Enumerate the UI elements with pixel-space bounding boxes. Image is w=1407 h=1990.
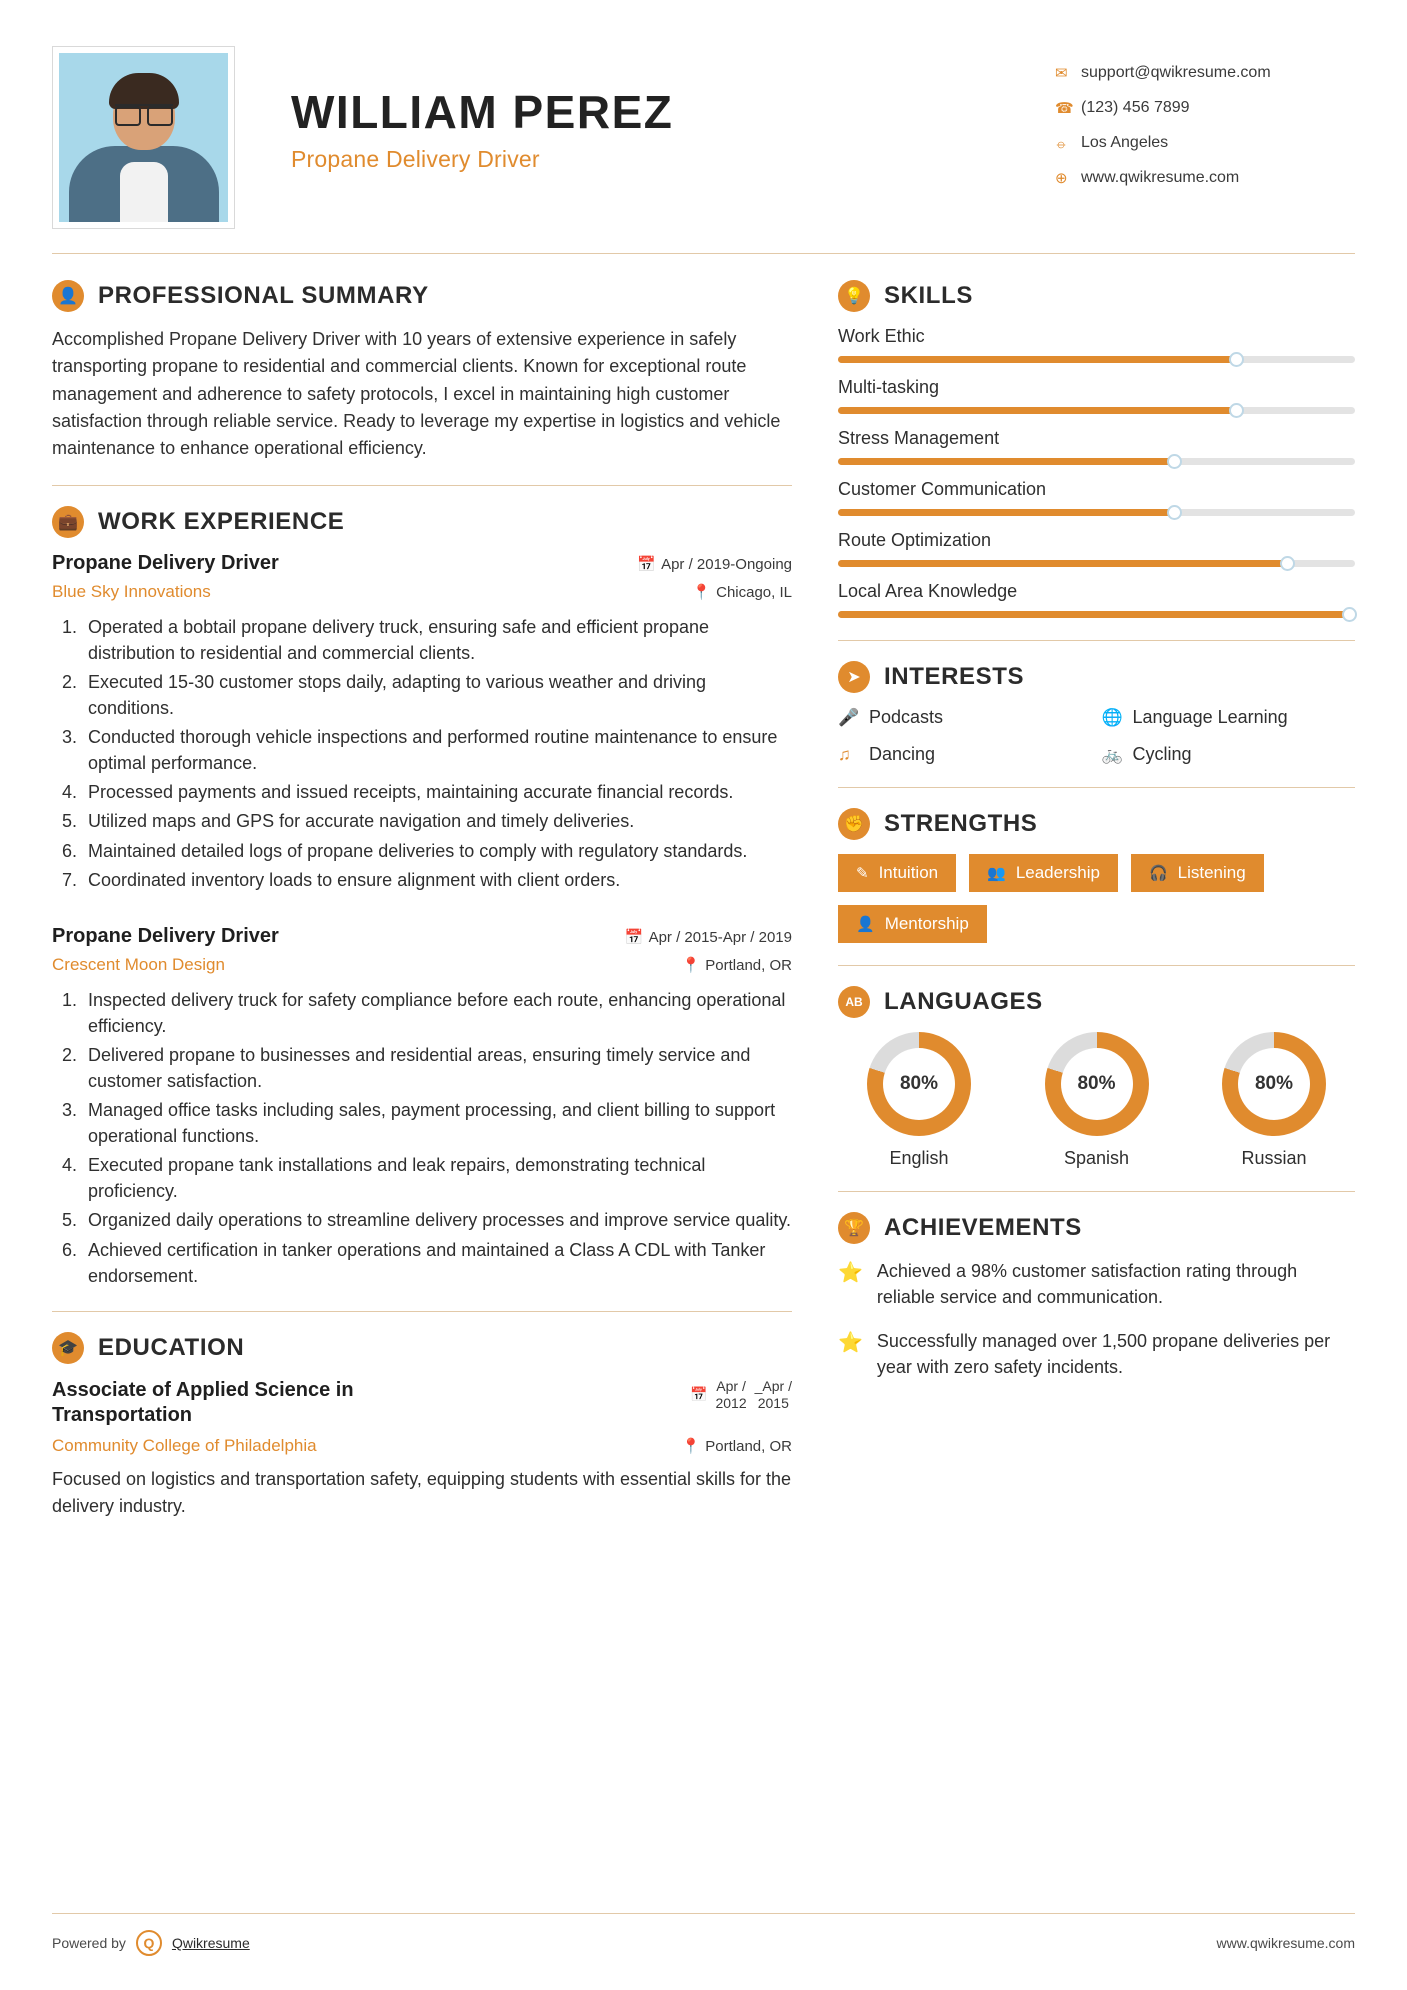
skill-item — [838, 428, 1355, 465]
language-donut — [1222, 1032, 1326, 1136]
achievements-title: ACHIEVEMENTS — [884, 1214, 1082, 1241]
section-divider — [838, 787, 1355, 788]
interest-item — [838, 744, 1092, 765]
skill-bar-fill — [838, 407, 1236, 414]
interest-label: Podcasts — [869, 707, 944, 727]
section-achievements — [838, 1212, 1355, 1380]
language-item — [844, 1032, 994, 1169]
contact-location — [1055, 134, 1355, 152]
language-item — [1022, 1032, 1172, 1169]
contact-website-text: www.qwikresume.com — [1081, 169, 1240, 186]
experience-heading — [52, 506, 792, 538]
fist-icon: ✊ — [838, 808, 870, 840]
summary-heading — [52, 280, 792, 312]
list-item: 3. Conducted thorough vehicle inspections and performed routine maintenance to ensure optimal performance. — [82, 724, 792, 776]
section-work-experience — [52, 506, 792, 1289]
interest-label: Cycling — [1132, 744, 1192, 764]
qwikresume-link[interactable]: Qwikresume — [171, 1935, 250, 1951]
skill-bar — [838, 611, 1355, 618]
skill-label: Work Ethic — [838, 326, 925, 346]
skill-item — [838, 581, 1355, 618]
language-name: Russian — [1241, 1148, 1307, 1168]
interests-heading — [838, 661, 1355, 693]
list-item: 3. Managed office tasks including sales, payment processing, and client billing to support operational functions. — [82, 1097, 792, 1149]
skill-bar — [838, 407, 1355, 414]
contact-phone[interactable] — [1055, 99, 1355, 117]
job-dates: 📅 Apr / 2015-Apr / 2019 — [624, 928, 792, 946]
education-start: Apr / 2012 — [715, 1377, 747, 1411]
strength-chip-mentorship — [838, 905, 987, 943]
job-location: 📍 Portland, OR — [681, 956, 792, 974]
contact-email[interactable] — [1055, 64, 1355, 82]
job-dates: 📅 Apr / 2019-Ongoing — [637, 555, 792, 573]
skill-bar-knob[interactable] — [1167, 505, 1182, 520]
contact-email-text: support@qwikresume.com — [1081, 64, 1271, 81]
avatar-photo — [59, 53, 228, 222]
briefcase-icon: 💼 — [52, 506, 84, 538]
skills-heading — [838, 280, 1355, 312]
skill-label: Customer Communication — [838, 479, 1047, 499]
skill-bar — [838, 560, 1355, 567]
education-title: EDUCATION — [98, 1333, 245, 1361]
name-block — [235, 46, 1055, 173]
experience-item — [52, 925, 792, 1289]
achievements-heading — [838, 1212, 1355, 1244]
skill-bar-knob[interactable] — [1229, 403, 1244, 418]
job-role: Propane Delivery Driver — [52, 551, 279, 574]
music-note-icon: ♫ — [838, 744, 851, 764]
star-badge-icon: ⭐ — [838, 1262, 863, 1284]
skill-item — [838, 326, 1355, 363]
avatar — [52, 46, 235, 229]
powered-by — [52, 1930, 250, 1956]
list-item: 4. Processed payments and issued receipts, maintaining accurate financial records. — [82, 779, 792, 805]
skill-bar-knob[interactable] — [1280, 556, 1295, 571]
achievement-text: Achieved a 98% customer satisfaction rating through reliable service and communication. — [876, 1261, 1298, 1308]
list-item: 5. Utilized maps and GPS for accurate navigation and timely deliveries. — [82, 808, 792, 834]
powered-by-label: Powered by — [52, 1935, 126, 1951]
job-duties — [82, 614, 792, 893]
star-badge-icon: ⭐ — [838, 1332, 863, 1355]
language-percent: 80% — [1238, 1048, 1310, 1120]
spacer — [52, 899, 792, 925]
skill-bar-fill — [838, 560, 1288, 567]
award-icon: 🏆 — [838, 1212, 870, 1244]
page-title: WILLIAM PEREZ — [291, 86, 674, 138]
skill-label: Route Optimization — [838, 530, 992, 550]
list-item: 2. Delivered propane to businesses and residential areas, ensuring timely service and customer satisfaction. — [82, 1042, 792, 1094]
location-pin-icon: 📍 — [681, 1437, 701, 1455]
strength-label: Listening — [1177, 863, 1246, 882]
calendar-icon: 📅 — [690, 1386, 708, 1403]
list-item: 4. Executed propane tank installations and leak repairs, demonstrating technical proficiency. — [82, 1152, 792, 1204]
list-item: 6. Achieved certification in tanker operations and maintained a Class A CDL with Tanker endorsement. — [82, 1237, 792, 1289]
skill-bar-fill — [838, 611, 1350, 618]
pen-icon: ✎ — [856, 865, 869, 882]
job-duties — [82, 987, 792, 1289]
education-end: _Apr / 2015 — [754, 1377, 792, 1411]
strength-chip-listening — [1131, 854, 1264, 892]
skill-bar-knob[interactable] — [1342, 607, 1357, 622]
skill-label: Local Area Knowledge — [838, 581, 1018, 601]
section-professional-summary — [52, 280, 792, 463]
interest-label: Dancing — [869, 744, 936, 764]
education-degree: Associate of Applied Science in Transportation — [52, 1378, 354, 1426]
skill-bar-fill — [838, 509, 1174, 516]
list-item: 5. Organized daily operations to streamline delivery processes and improve service quality. — [82, 1207, 792, 1233]
languages-title: LANGUAGES — [884, 988, 1043, 1015]
skill-bar — [838, 356, 1355, 363]
job-location: 📍 Chicago, IL — [692, 583, 792, 601]
resume-body — [52, 254, 1355, 1542]
location-pin-icon: ⦵ — [1055, 134, 1068, 152]
language-donut — [867, 1032, 971, 1136]
language-donut — [1045, 1032, 1149, 1136]
list-item: 6. Maintained detailed logs of propane deliveries to comply with regulatory standards. — [82, 838, 792, 864]
language-percent: 80% — [1061, 1048, 1133, 1120]
section-divider — [838, 1191, 1355, 1192]
section-divider — [52, 1311, 792, 1312]
section-education — [52, 1332, 792, 1520]
section-skills — [838, 280, 1355, 618]
microphone-icon: 🎤 — [838, 707, 860, 727]
list-item: 1. Inspected delivery truck for safety compliance before each route, enhancing operational efficiency. — [82, 987, 792, 1039]
section-languages — [838, 986, 1355, 1169]
education-heading — [52, 1332, 792, 1364]
bicycle-icon: 🚲 — [1101, 744, 1123, 764]
achievement-text: Successfully managed over 1,500 propane deliveries per year with zero safety incidents. — [876, 1331, 1331, 1378]
strength-chip-leadership — [969, 854, 1118, 892]
lightbulb-icon: 💡 — [838, 280, 870, 312]
strength-label: Intuition — [878, 863, 939, 882]
avatar-glasses-shape — [115, 104, 173, 120]
languages-heading — [838, 986, 1355, 1018]
ab-translate-icon: AB — [838, 986, 870, 1018]
language-item — [1199, 1032, 1349, 1169]
interest-item — [1102, 744, 1356, 765]
skill-label: Stress Management — [838, 428, 1000, 448]
skill-item — [838, 530, 1355, 567]
left-column — [52, 280, 792, 1542]
envelope-icon: ✉ — [1055, 65, 1068, 82]
section-strengths — [838, 808, 1355, 943]
skills-title: SKILLS — [884, 282, 973, 309]
skill-bar-knob[interactable] — [1167, 454, 1182, 469]
section-divider — [52, 485, 792, 486]
job-company: Blue Sky Innovations — [52, 581, 211, 601]
section-divider — [838, 640, 1355, 641]
right-column — [838, 280, 1355, 1542]
job-company: Crescent Moon Design — [52, 954, 225, 974]
language-name: English — [889, 1148, 949, 1168]
achievement-item — [838, 1328, 1355, 1380]
contact-location-text: Los Angeles — [1081, 134, 1169, 151]
skill-bar-fill — [838, 356, 1236, 363]
skill-label: Multi-tasking — [838, 377, 940, 397]
skill-bar-fill — [838, 458, 1174, 465]
skill-bar-knob[interactable] — [1229, 352, 1244, 367]
education-dates — [690, 1378, 792, 1412]
education-location: 📍 Portland, OR — [681, 1437, 792, 1455]
globe-icon: 🌐 — [1101, 707, 1123, 727]
interest-item — [1102, 707, 1356, 728]
resume-header — [52, 42, 1355, 251]
calendar-icon: 📅 — [624, 928, 644, 946]
strengths-title: STRENGTHS — [884, 810, 1038, 837]
avatar-shirt-shape — [120, 162, 168, 222]
contact-list — [1055, 46, 1355, 204]
job-role: Propane Delivery Driver — [52, 924, 279, 947]
experience-title: WORK EXPERIENCE — [98, 507, 345, 535]
strength-chip-intuition — [838, 854, 956, 892]
qwikresume-logo-icon: Q — [136, 1930, 162, 1956]
interests-title: INTERESTS — [884, 663, 1025, 690]
language-percent: 80% — [883, 1048, 955, 1120]
interest-label: Language Learning — [1132, 707, 1288, 727]
people-icon: 👥 — [987, 865, 1006, 882]
language-name: Spanish — [1063, 1148, 1130, 1168]
list-item: 2. Executed 15-30 customer stops daily, adapting to various weather and driving conditions. — [82, 669, 792, 721]
location-pin-icon: 📍 — [692, 583, 712, 601]
strength-label: Mentorship — [884, 914, 969, 933]
user-plus-icon: 👤 — [856, 916, 875, 933]
education-school: Community College of Philadelphia — [52, 1435, 317, 1455]
paper-plane-icon: ➤ — [838, 661, 870, 693]
phone-icon: ☎ — [1055, 100, 1074, 117]
skill-item — [838, 479, 1355, 516]
globe-icon: ⊕ — [1055, 170, 1068, 187]
graduation-cap-icon: 🎓 — [52, 1332, 84, 1364]
page-footer — [52, 1913, 1355, 1956]
list-item: 7. Coordinated inventory loads to ensure alignment with client orders. — [82, 867, 792, 893]
calendar-icon: 📅 — [637, 555, 657, 573]
contact-website[interactable] — [1055, 169, 1355, 187]
strength-label: Leadership — [1015, 863, 1100, 882]
location-pin-icon: 📍 — [681, 956, 701, 974]
section-interests — [838, 661, 1355, 765]
user-circle-icon: 👤 — [52, 280, 84, 312]
skill-bar — [838, 509, 1355, 516]
contact-phone-text: (123) 456 7899 — [1081, 99, 1190, 116]
summary-text: Accomplished Propane Delivery Driver with 10 years of extensive experience in safely transporting propane to residential and commercial clients. Known for exceptional route management and adherence to safety protocols, I excel in maintaining high customer satisfaction through reliable service. Ready to leverage my expertise in logistics and vehicle maintenance to enhance operational efficiency. — [52, 329, 781, 459]
interest-item — [838, 707, 1092, 728]
achievement-item — [838, 1258, 1355, 1310]
job-title: Propane Delivery Driver — [291, 146, 540, 173]
skill-bar — [838, 458, 1355, 465]
footer-site: www.qwikresume.com — [1216, 1935, 1355, 1951]
headphones-icon: 🎧 — [1148, 865, 1168, 882]
list-item: 1. Operated a bobtail propane delivery truck, ensuring safe and efficient propane distribution to residential and commercial clients. — [82, 614, 792, 666]
experience-item — [52, 552, 792, 893]
section-divider — [838, 965, 1355, 966]
education-description: Focused on logistics and transportation safety, equipping students with essential skills for the delivery industry. — [52, 1468, 792, 1516]
summary-title: PROFESSIONAL SUMMARY — [98, 282, 429, 309]
strengths-heading — [838, 808, 1355, 840]
skill-item — [838, 377, 1355, 414]
